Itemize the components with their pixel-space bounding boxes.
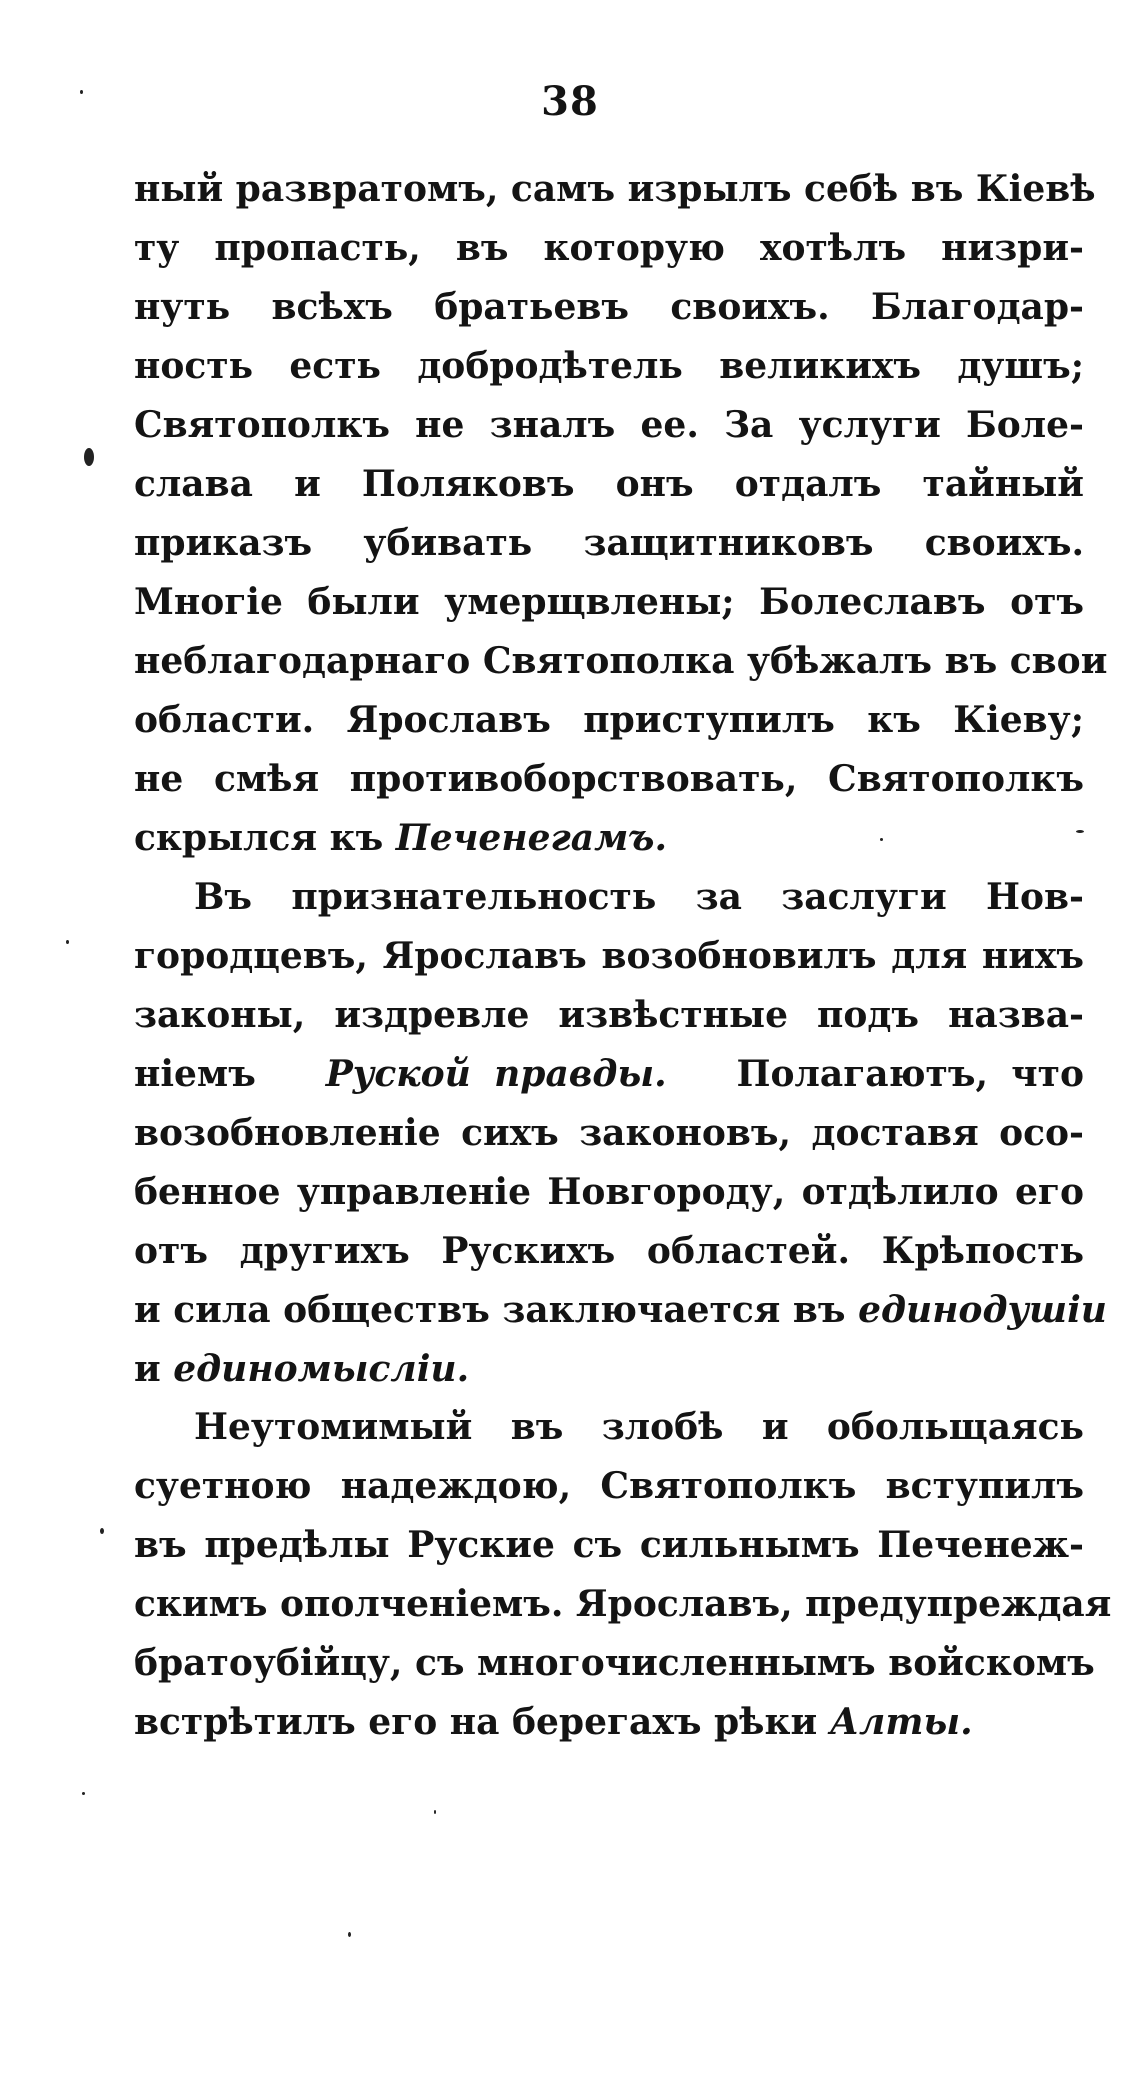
text-line: суетною надеждою, Святополкъ вступилъ <box>134 1465 1084 1507</box>
text-line: Въ признательность за заслуги Нов- <box>194 876 1084 918</box>
ink-speck <box>348 1932 351 1937</box>
text-line: возобновленіе сихъ законовъ, доставя осо- <box>134 1112 1084 1154</box>
text-line: городцевъ, Ярославъ возобновилъ для нихъ <box>134 935 1084 977</box>
text-line: ность есть добродѣтель великихъ душъ; <box>134 345 1084 387</box>
text-line: въ предѣлы Руские съ сильнымъ Печенеж- <box>134 1524 1084 1566</box>
text-fragment: и <box>134 1348 161 1390</box>
text-line: неблагодарнаго Святополка убѣжалъ въ свои <box>134 640 1108 682</box>
text-fragment: встрѣтилъ его на берегахъ рѣки <box>134 1701 818 1743</box>
ink-speck <box>80 90 83 94</box>
text-line: слава и Поляковъ онъ отдалъ тайный <box>134 463 1084 505</box>
text-fragment: ніемъ <box>134 1053 256 1095</box>
text-line <box>134 1045 1084 1104</box>
ink-speck <box>66 940 69 944</box>
italic-word: Печенегамъ. <box>395 817 667 859</box>
text-line <box>134 1693 1084 1752</box>
text-line: не смѣя противоборствовать, Святополкъ <box>134 758 1084 800</box>
text-line <box>134 809 1084 868</box>
text-fragment: Полагаютъ, что <box>736 1053 1084 1095</box>
text-line: приказъ убивать защитниковъ своихъ. <box>134 522 1084 564</box>
text-line: отъ другихъ Рускихъ областей. Крѣпость <box>134 1230 1084 1272</box>
paragraph-1 <box>134 160 1108 868</box>
ink-speck <box>880 838 883 841</box>
italic-word: единомысліи. <box>173 1348 470 1390</box>
text-line <box>134 1281 1107 1340</box>
page-number: 38 <box>541 78 599 125</box>
text-fragment: и сила обществъ заключается въ <box>134 1289 846 1331</box>
ink-speck <box>1076 830 1084 833</box>
ink-speck <box>434 1810 436 1814</box>
ink-speck <box>84 448 94 466</box>
text-line: ту пропасть, въ которую хотѣлъ низри- <box>134 227 1084 269</box>
text-line: ный развратомъ, самъ изрылъ себѣ въ Кіевѣ <box>134 168 1096 210</box>
italic-title: Руской правды. <box>325 1053 667 1095</box>
text-line: Святополкъ не зналъ ее. За услуги Боле- <box>134 404 1084 446</box>
paragraph-2 <box>134 868 1107 1399</box>
text-fragment: скрылся къ <box>134 817 384 859</box>
paragraph-3 <box>134 1398 1112 1752</box>
text-line: нуть всѣхъ братьевъ своихъ. Благодар- <box>134 286 1084 328</box>
text-line: Многіе были умерщвлены; Болеславъ отъ <box>134 581 1084 623</box>
text-line: братоубійцу, съ многочисленнымъ войскомъ <box>134 1642 1095 1684</box>
ink-speck <box>82 1792 85 1795</box>
text-line: законы, издревле извѣстные подъ назва- <box>134 994 1084 1036</box>
ink-speck <box>100 1528 104 1534</box>
italic-word: единодушіи <box>858 1289 1107 1331</box>
text-line: скимъ ополченіемъ. Ярославъ, предупреждая <box>134 1583 1112 1625</box>
text-line: бенное управленіе Новгороду, отдѣлило его <box>134 1171 1084 1213</box>
text-line: Неутомимый въ злобѣ и обольщаясь <box>194 1406 1084 1448</box>
text-line <box>134 1340 1084 1399</box>
italic-word: Алты. <box>829 1701 973 1743</box>
text-line: области. Ярославъ приступилъ къ Кіеву; <box>134 699 1084 741</box>
